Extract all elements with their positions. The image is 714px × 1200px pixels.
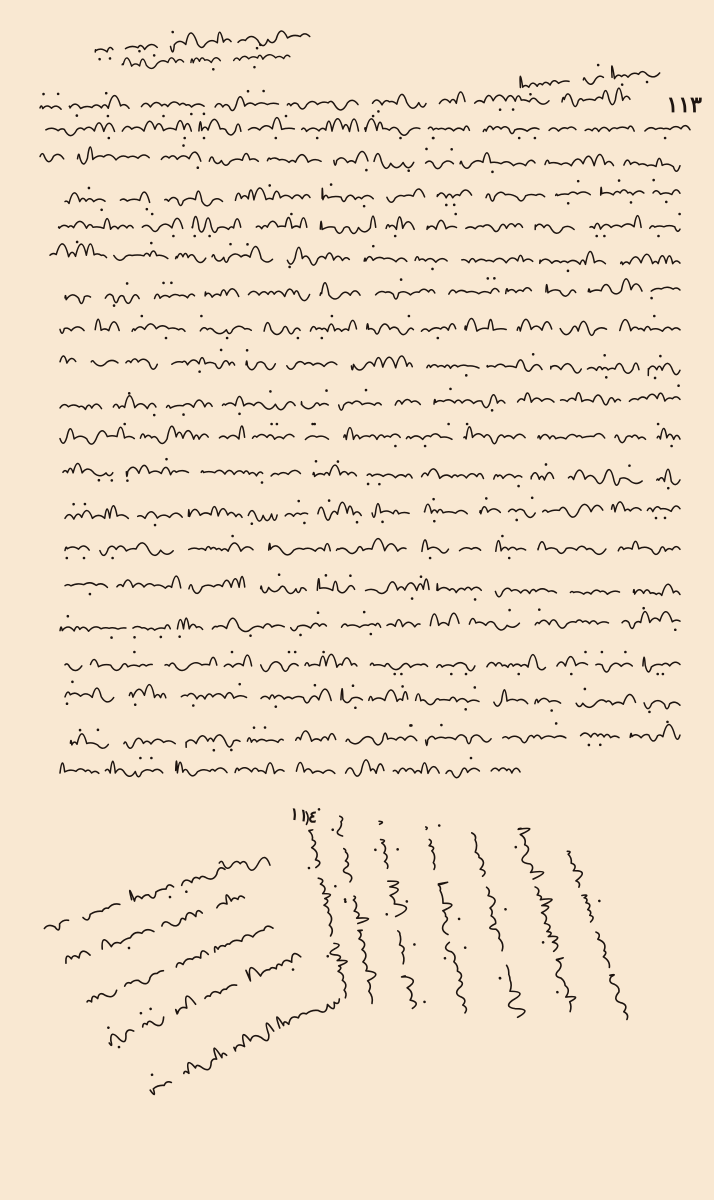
page-number-lower: ١١٤ bbox=[288, 804, 319, 828]
page-number-upper: ١١٣ bbox=[666, 92, 702, 118]
